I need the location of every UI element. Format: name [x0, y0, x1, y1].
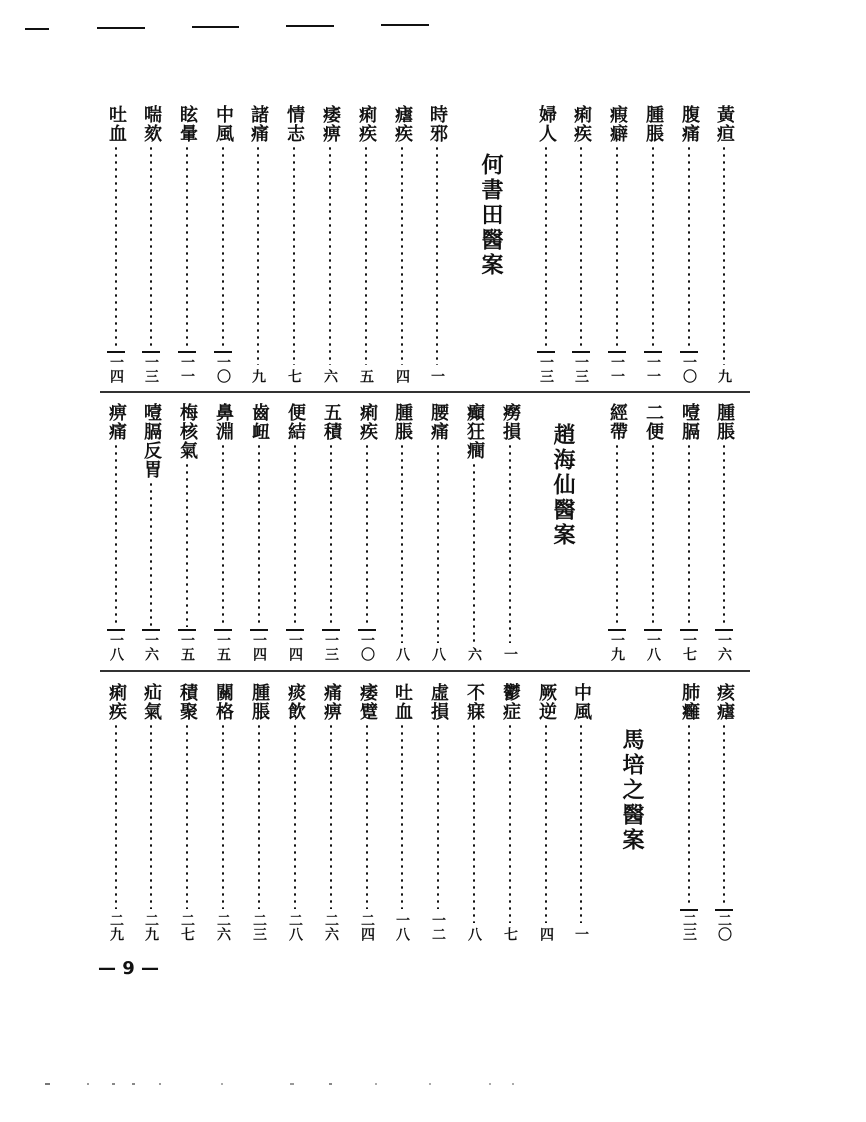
leader-dots — [222, 443, 224, 627]
leader-dots — [365, 145, 367, 365]
section-title: 何書田醫案 — [478, 153, 504, 278]
entry-title: 痰飲 — [285, 683, 306, 721]
toc-band-3 — [100, 683, 750, 943]
toc-entry — [427, 683, 449, 941]
scan-artifact — [132, 1083, 135, 1085]
entry-title: 瘕癖 — [607, 105, 628, 143]
toc-entry — [426, 105, 448, 383]
toc-entry — [212, 105, 234, 383]
scan-artifact — [429, 1083, 431, 1085]
entry-title: 鼻淵 — [213, 403, 234, 441]
entry-title: 瘧疾 — [392, 105, 413, 143]
toc-entry — [140, 683, 162, 941]
entry-title: 腫脹 — [249, 683, 270, 721]
entry-page: 二六 — [323, 913, 339, 941]
entry-page: 一四 — [250, 629, 268, 661]
leader-dots — [723, 723, 725, 907]
toc-entry — [570, 683, 592, 941]
toc-entry — [499, 403, 521, 661]
entry-title: 中風 — [571, 683, 592, 721]
entry-page: 二三 — [680, 909, 698, 941]
entry-page: 八 — [466, 927, 482, 941]
entry-page: 一〇 — [358, 629, 376, 661]
entry-title: 情志 — [284, 105, 305, 143]
entry-title: 吐血 — [106, 105, 127, 143]
toc-entry — [427, 403, 449, 661]
entry-page: 七 — [502, 927, 518, 941]
toc-entry — [713, 105, 735, 383]
entry-page: 二九 — [108, 913, 124, 941]
scan-artifact — [512, 1083, 514, 1085]
entry-page: 一四 — [286, 629, 304, 661]
toc-entry — [678, 683, 700, 941]
leader-dots — [293, 145, 295, 365]
leader-dots — [150, 723, 152, 909]
toc-entry — [356, 683, 378, 941]
entry-page: 一〇 — [680, 351, 698, 383]
leader-dots — [437, 443, 439, 643]
band-divider — [100, 391, 750, 393]
section-title: 趙海仙醫案 — [550, 423, 576, 548]
leader-dots — [401, 723, 403, 909]
entry-page: 一一 — [608, 351, 626, 383]
entry-title: 痎瘧 — [714, 683, 735, 721]
leader-dots — [473, 462, 475, 643]
entry-page: 一 — [502, 647, 518, 661]
entry-title: 腫脹 — [643, 105, 664, 143]
leader-dots — [115, 443, 117, 627]
toc-entry — [284, 683, 306, 941]
entry-page: 一九 — [608, 629, 626, 661]
leader-dots — [616, 443, 618, 627]
entry-page: 八 — [430, 647, 446, 661]
leader-dots — [150, 145, 152, 349]
toc-entry — [642, 403, 664, 661]
leader-dots — [294, 723, 296, 909]
entry-title: 眩暈 — [177, 105, 198, 143]
entry-title: 黃疸 — [714, 105, 735, 143]
scan-artifact — [45, 1083, 50, 1085]
toc-entry — [176, 403, 198, 661]
toc-entry — [642, 105, 664, 383]
entry-page: 一七 — [680, 629, 698, 661]
section-title: 馬培之醫案 — [619, 728, 645, 853]
leader-dots — [688, 145, 690, 349]
leader-dots — [222, 145, 224, 349]
leader-dots — [616, 145, 618, 349]
toc-entry — [320, 403, 342, 661]
entry-page: 九 — [716, 369, 732, 383]
entry-title: 疝氣 — [141, 683, 162, 721]
scan-artifact — [159, 1083, 161, 1085]
leader-dots — [545, 145, 547, 349]
leader-dots — [509, 723, 511, 923]
entry-page: 二〇 — [715, 909, 733, 941]
entry-page: 二六 — [215, 913, 231, 941]
entry-title: 噎膈反胃 — [141, 403, 162, 479]
toc-entry — [212, 683, 234, 941]
toc-entry — [391, 105, 413, 383]
entry-title: 痢疾 — [356, 105, 377, 143]
entry-page: 七 — [286, 369, 302, 383]
entry-title: 經帶 — [607, 403, 628, 441]
scan-artifact — [489, 1083, 491, 1085]
scan-artifact — [329, 1083, 332, 1085]
toc-entry — [248, 683, 270, 941]
entry-title: 腫脹 — [714, 403, 735, 441]
entry-title: 腰痛 — [428, 403, 449, 441]
leader-dots — [580, 723, 582, 923]
leader-dots — [688, 443, 690, 627]
leader-dots — [509, 443, 511, 643]
leader-dots — [115, 145, 117, 349]
toc-entry — [212, 403, 234, 661]
leader-dots — [186, 723, 188, 909]
leader-dots — [652, 443, 654, 627]
toc-entry — [606, 105, 628, 383]
toc-entry — [140, 403, 162, 661]
toc-entry — [176, 683, 198, 941]
leader-dots — [688, 723, 690, 907]
entry-page: 二八 — [287, 913, 303, 941]
leader-dots — [222, 723, 224, 909]
entry-page: 一六 — [715, 629, 733, 661]
toc-entry — [713, 683, 735, 941]
toc-entry — [319, 105, 341, 383]
toc-entry — [105, 683, 127, 941]
entry-title: 痢疾 — [571, 105, 592, 143]
entry-title: 時邪 — [427, 105, 448, 143]
leader-dots — [186, 462, 188, 627]
toc-entry — [355, 105, 377, 383]
entry-page: 一一 — [178, 351, 196, 383]
leader-dots — [401, 443, 403, 643]
entry-title: 二便 — [643, 403, 664, 441]
leader-dots — [437, 723, 439, 909]
entry-title: 梅核氣 — [177, 403, 198, 460]
entry-title: 鬱症 — [500, 683, 521, 721]
entry-page: 九 — [250, 369, 266, 383]
scan-artifact — [375, 1083, 377, 1085]
scan-rule — [286, 25, 334, 27]
entry-page: 一 — [573, 927, 589, 941]
leader-dots — [258, 723, 260, 909]
leader-dots — [366, 723, 368, 909]
toc-entry — [678, 105, 700, 383]
page-number: — 9 — — [98, 958, 160, 979]
scan-artifact — [221, 1083, 223, 1085]
toc-entry — [535, 105, 557, 383]
toc-entry — [356, 403, 378, 661]
toc-entry — [463, 403, 485, 661]
entry-page: 一八 — [107, 629, 125, 661]
entry-title: 腫脹 — [392, 403, 413, 441]
leader-dots — [473, 723, 475, 923]
toc-entry — [283, 105, 305, 383]
entry-page: 二九 — [143, 913, 159, 941]
scan-rule — [25, 28, 49, 30]
leader-dots — [186, 145, 188, 349]
entry-title: 中風 — [213, 105, 234, 143]
toc-entry — [284, 403, 306, 661]
toc-entry — [391, 403, 413, 661]
entry-page: 一八 — [394, 913, 410, 941]
toc-entry — [570, 105, 592, 383]
entry-page: 一三 — [572, 351, 590, 383]
entry-title: 癆損 — [500, 403, 521, 441]
entry-title: 噎膈 — [679, 403, 700, 441]
entry-page: 一六 — [142, 629, 160, 661]
entry-page: 一五 — [178, 629, 196, 661]
toc-entry — [105, 403, 127, 661]
entry-page: 四 — [394, 369, 410, 383]
leader-dots — [723, 145, 725, 365]
leader-dots — [330, 443, 332, 627]
entry-page: 四 — [538, 927, 554, 941]
toc-entry — [463, 683, 485, 941]
toc-entry — [105, 105, 127, 383]
entry-page: 二三 — [251, 913, 267, 941]
leader-dots — [329, 145, 331, 365]
toc-band-1 — [100, 105, 750, 385]
entry-title: 虛損 — [428, 683, 449, 721]
scan-rule — [192, 26, 239, 28]
entry-page: 一 — [429, 369, 445, 383]
toc-entry — [248, 403, 270, 661]
entry-page: 一一 — [644, 351, 662, 383]
entry-page: 一二 — [430, 913, 446, 941]
scan-artifact — [290, 1083, 294, 1085]
entry-title: 厥逆 — [536, 683, 557, 721]
entry-title: 諸痛 — [248, 105, 269, 143]
leader-dots — [258, 443, 260, 627]
entry-title: 關格 — [213, 683, 234, 721]
scan-rule — [381, 24, 429, 26]
entry-title: 腹痛 — [679, 105, 700, 143]
entry-page: 六 — [322, 369, 338, 383]
entry-title: 痢疾 — [106, 683, 127, 721]
entry-page: 八 — [394, 647, 410, 661]
entry-page: 一四 — [107, 351, 125, 383]
entry-title: 痿躄 — [357, 683, 378, 721]
leader-dots — [294, 443, 296, 627]
leader-dots — [366, 443, 368, 627]
entry-page: 一三 — [142, 351, 160, 383]
entry-page: 一三 — [537, 351, 555, 383]
toc-entry — [391, 683, 413, 941]
toc-entry — [140, 105, 162, 383]
entry-page: 二七 — [179, 913, 195, 941]
entry-title: 癲狂癎 — [464, 403, 485, 460]
leader-dots — [150, 481, 152, 627]
leader-dots — [436, 145, 438, 365]
entry-page: 一三 — [322, 629, 340, 661]
leader-dots — [330, 723, 332, 909]
entry-title: 吐血 — [392, 683, 413, 721]
toc-entry — [678, 403, 700, 661]
toc-entry — [535, 683, 557, 941]
scan-rule — [97, 27, 145, 29]
toc-entry — [606, 403, 628, 661]
scan-artifact — [87, 1083, 89, 1085]
leader-dots — [580, 145, 582, 349]
entry-page: 二四 — [359, 913, 375, 941]
entry-page: 一八 — [644, 629, 662, 661]
entry-title: 喘欬 — [141, 105, 162, 143]
entry-title: 肺癰 — [679, 683, 700, 721]
entry-page: 六 — [466, 647, 482, 661]
leader-dots — [257, 145, 259, 365]
scan-artifact — [112, 1083, 115, 1085]
entry-title: 痹痛 — [106, 403, 127, 441]
leader-dots — [545, 723, 547, 923]
leader-dots — [401, 145, 403, 365]
entry-title: 不寐 — [464, 683, 485, 721]
leader-dots — [652, 145, 654, 349]
band-divider — [100, 670, 750, 672]
entry-page: 一〇 — [214, 351, 232, 383]
entry-title: 積聚 — [177, 683, 198, 721]
entry-title: 五積 — [321, 403, 342, 441]
toc-entry — [713, 403, 735, 661]
toc-entry — [247, 105, 269, 383]
leader-dots — [723, 443, 725, 627]
entry-title: 齒衄 — [249, 403, 270, 441]
entry-title: 痛痹 — [321, 683, 342, 721]
entry-title: 痢疾 — [357, 403, 378, 441]
entry-title: 痿痹 — [320, 105, 341, 143]
toc-band-2 — [100, 403, 750, 663]
toc-entry — [176, 105, 198, 383]
leader-dots — [115, 723, 117, 909]
entry-title: 婦人 — [536, 105, 557, 143]
toc-entry — [320, 683, 342, 941]
entry-page: 五 — [358, 369, 374, 383]
toc-entry — [499, 683, 521, 941]
entry-page: 一五 — [214, 629, 232, 661]
entry-title: 便結 — [285, 403, 306, 441]
